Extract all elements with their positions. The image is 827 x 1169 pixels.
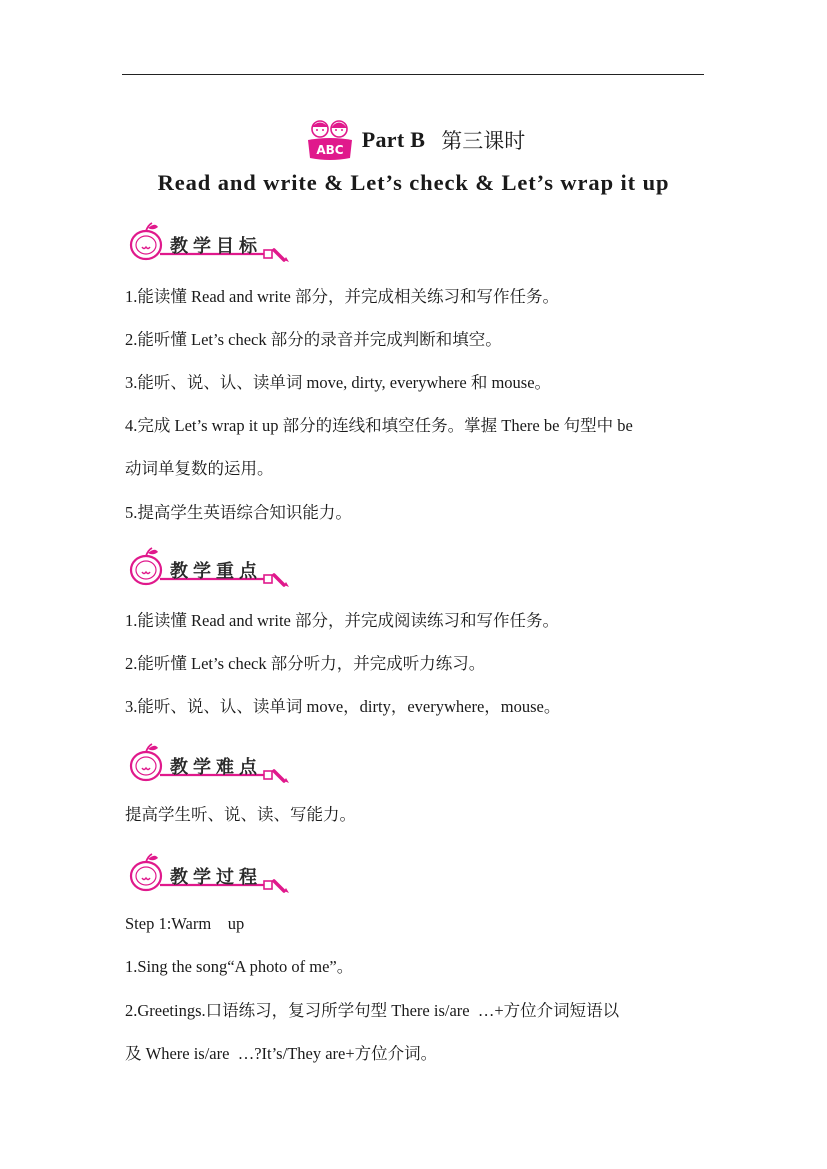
difficulty-item: 提高学生听、说、读、写能力。 <box>125 805 356 824</box>
section-header-difficulties <box>124 741 294 785</box>
apple-icon <box>131 548 161 584</box>
process-item: Step 1:Warm up <box>125 914 245 933</box>
objective-item: 3.能听、说、认、读单词 move, dirty, everywhere 和 mouse。 <box>125 373 552 392</box>
pencil-icon <box>274 250 289 262</box>
pencil-icon <box>274 771 289 783</box>
key-point-item: 1.能读懂 Read and write 部分，并完成阅读练习和写作任务。 <box>125 611 560 630</box>
section-header-key-points <box>124 545 294 589</box>
lesson-subtitle: Read and write & Let’s check & Let’s wrap it up <box>157 170 670 195</box>
pencil-icon <box>274 575 289 587</box>
section-title-process: 教学过程 <box>170 867 262 888</box>
apple-icon <box>131 223 161 259</box>
key-point-item: 3.能听、说、认、读单词 move，dirty，everywhere，mouse。 <box>125 697 561 716</box>
objective-item: 动词单复数的运用。 <box>125 459 274 478</box>
section-title-key-points: 教学重点 <box>170 561 262 582</box>
process-item: 及 Where is/are …?It’s/They are+方位介词。 <box>125 1044 438 1063</box>
header-rule <box>122 74 704 75</box>
section-title-difficulties: 教学难点 <box>170 757 262 778</box>
part-label: Part B <box>361 127 426 152</box>
lesson-label: 第三课时 <box>441 129 526 153</box>
objective-item: 1.能读懂 Read and write 部分，并完成相关练习和写作任务。 <box>125 287 560 306</box>
objective-item: 4.完成 Let’s wrap it up 部分的连线和填空任务。掌握 There be 句型中 be <box>125 416 633 435</box>
objective-item: 5.提高学生英语综合知识能力。 <box>125 503 352 522</box>
section-header-objectives <box>124 220 294 264</box>
lesson-title-row <box>0 118 827 162</box>
apple-icon <box>131 854 161 890</box>
apple-icon <box>131 744 161 780</box>
section-title-objectives: 教学目标 <box>170 236 262 257</box>
process-item: 2.Greetings.口语练习，复习所学句型 There is/are …+方位介词短语以 <box>125 1001 620 1020</box>
key-point-item: 2.能听懂 Let’s check 部分听力，并完成听力练习。 <box>125 654 486 673</box>
logo-text: ABC <box>316 143 344 157</box>
process-item: 1.Sing the song“A photo of me”。 <box>125 957 354 976</box>
pencil-icon <box>274 881 289 893</box>
objective-item: 2.能听懂 Let’s check 部分的录音并完成判断和填空。 <box>125 330 502 349</box>
section-header-process <box>124 851 294 895</box>
kids-logo-icon <box>302 118 358 162</box>
